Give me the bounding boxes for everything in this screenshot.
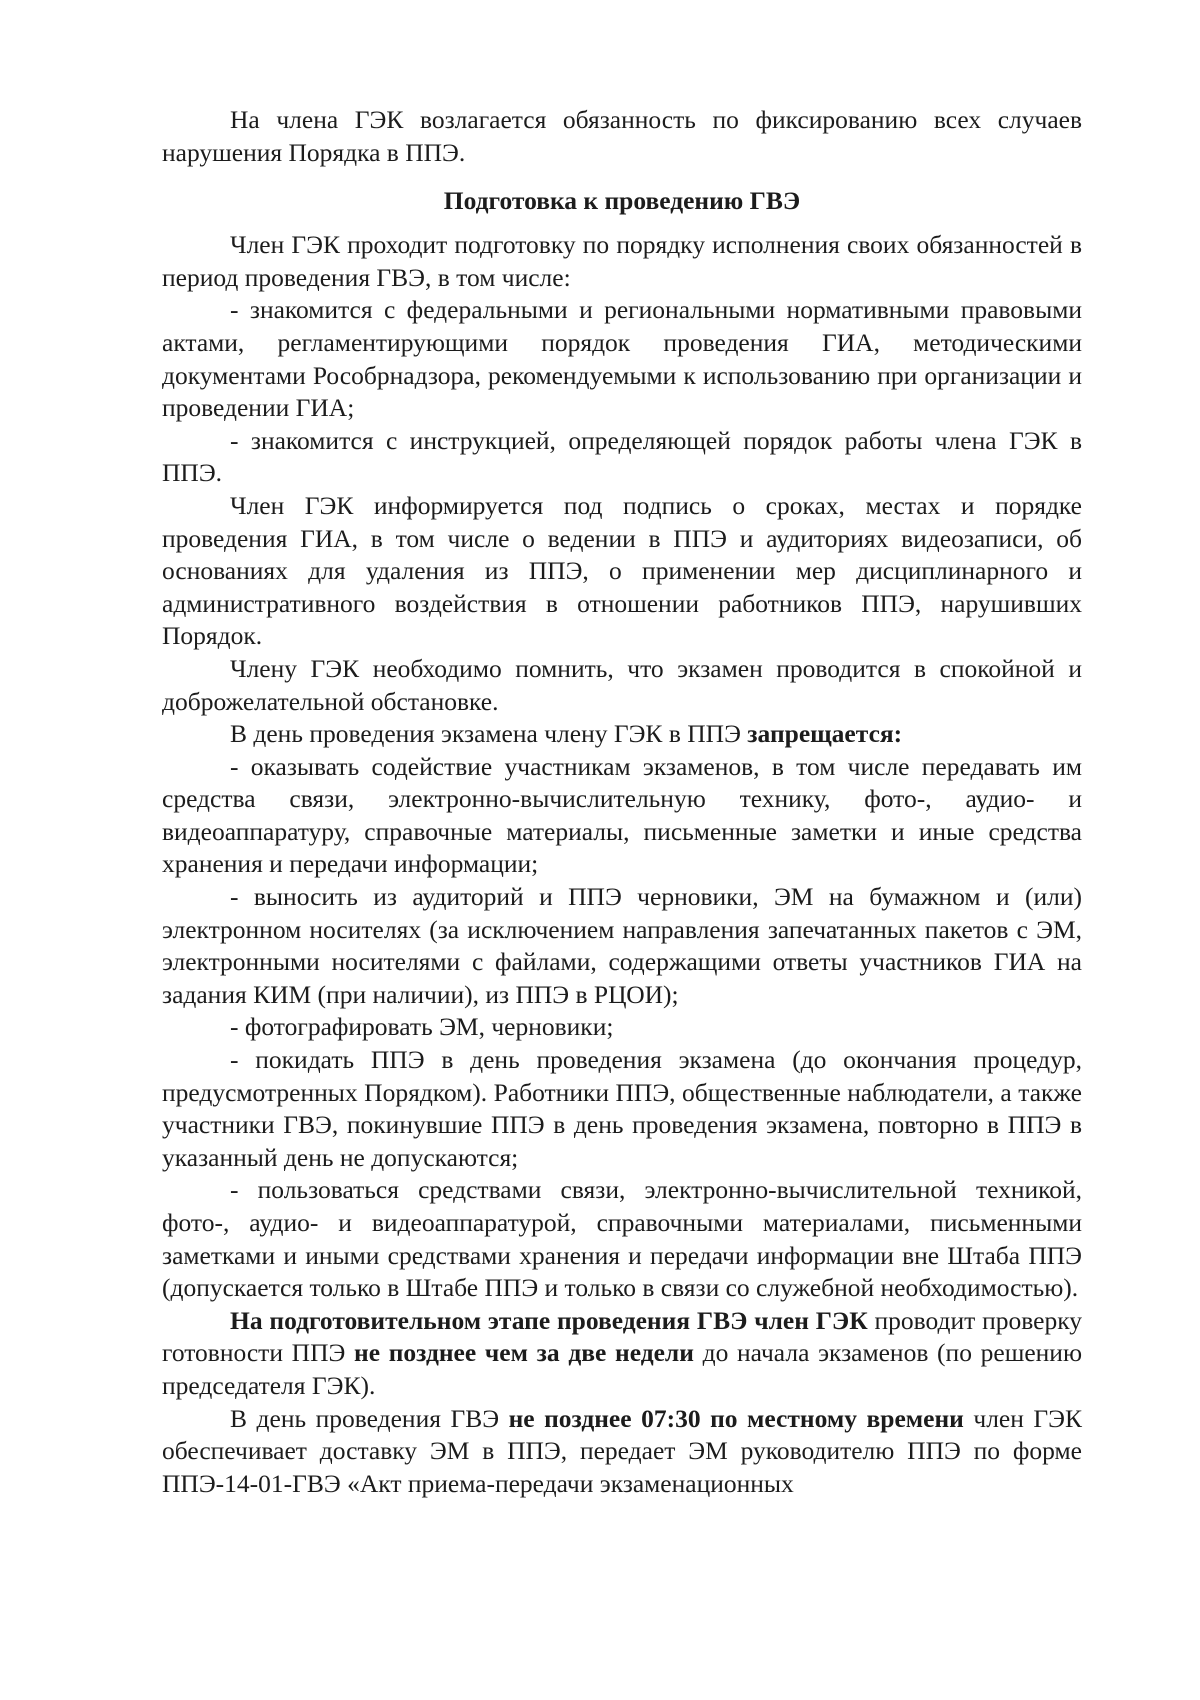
section-heading: Подготовка к проведению ГВЭ: [443, 186, 801, 216]
list-item-regulations: - знакомится с федеральными и региональными нормативными правовыми актами, регламентирующими порядок проведения ГИА, методическими документами Рособрнадзора, рекомендуемыми к использованию при организации и проведении ГИА;: [162, 295, 1082, 423]
list-item-no-photos: - фотографировать ЭМ, черновики;: [230, 1012, 614, 1042]
delivery-text-2: член ГЭК обеспечивает доставку ЭМ в ППЭ, передает ЭМ руководителю ППЭ по форме ППЭ-14-01-ГВЭ «Акт приема-передачи экзаменационных: [162, 1403, 1082, 1498]
prohibited-bold: запрещается:: [747, 719, 903, 749]
readiness-bold-1: На подготовительном этапе проведения ГВЭ член ГЭК: [230, 1305, 868, 1335]
list-item-instruction: - знакомится с инструкцией, определяющей порядок работы члена ГЭК в ППЭ.: [162, 425, 1082, 488]
paragraph-informed-signature: Член ГЭК информируется под подпись о сроках, местах и порядке проведения ГИА, в том числе о ведении в ППЭ и аудиториях видеозаписи, об основаниях для удаления из ППЭ, о применении мер дисциплинарного и административного воздействия в отношении работников ППЭ, нарушивших Порядок.: [162, 490, 1082, 651]
paragraph-readiness-check: [162, 1305, 1082, 1403]
prohibited-intro-text: В день проведения экзамена члену ГЭК в ППЭ: [230, 719, 748, 749]
paragraph-violations-duty: На члена ГЭК возлагается обязанность по фиксированию всех случаев нарушения Порядка в ППЭ.: [162, 105, 1082, 167]
paragraph-delivery: [162, 1403, 1082, 1501]
list-item-no-assistance: - оказывать содействие участникам экзаменов, в том числе передавать им средства связи, электронно-вычислительную технику, фото-, аудио- и видеоаппаратуру, справочные материалы, письменные заметки и иные средства хранения и передачи информации;: [162, 751, 1082, 879]
readiness-text-2: до начала экзаменов (по решению председателя ГЭК).: [162, 1338, 1082, 1400]
paragraph-preparation-intro: Член ГЭК проходит подготовку по порядку исполнения своих обязанностей в период проведения ГВЭ, в том числе:: [162, 230, 1082, 292]
list-item-no-devices: - пользоваться средствами связи, электронно-вычислительной техникой, фото-, аудио- и видеоаппаратурой, справочными материалами, письменными заметками и иными средствами хранения и передачи информации вне Штаба ППЭ (допускается только в Штабе ППЭ и только в связи со служебной необходимостью).: [162, 1175, 1082, 1303]
paragraph-prohibited-intro: [162, 718, 1082, 751]
readiness-text-1: проводит проверку готовности ППЭ: [162, 1305, 1082, 1368]
delivery-text-1: В день проведения ГВЭ: [230, 1403, 509, 1433]
list-item-no-removal: - выносить из аудиторий и ППЭ черновики, ЭМ на бумажном и (или) электронном носителях (за исключением направления запечатанных пакетов с ЭМ, электронными носителями с файлами, содержащими ответы участников ГИА на задания КИМ (при наличии), из ППЭ в РЦОИ);: [162, 882, 1082, 1009]
delivery-bold-1: не позднее 07:30 по местному времени: [508, 1403, 964, 1433]
list-item-no-leaving: - покидать ППЭ в день проведения экзамена (до окончания процедур, предусмотренных Порядком). Работники ППЭ, общественные наблюдатели, а также участники ГВЭ, покинувшие ППЭ в день проведения экзамена, повторно в ППЭ в указанный день не допускаются;: [162, 1045, 1082, 1172]
readiness-bold-2: не позднее чем за две недели: [354, 1338, 694, 1368]
paragraph-calm-atmosphere: Члену ГЭК необходимо помнить, что экзамен проводится в спокойной и доброжелательной обстановке.: [162, 653, 1082, 716]
